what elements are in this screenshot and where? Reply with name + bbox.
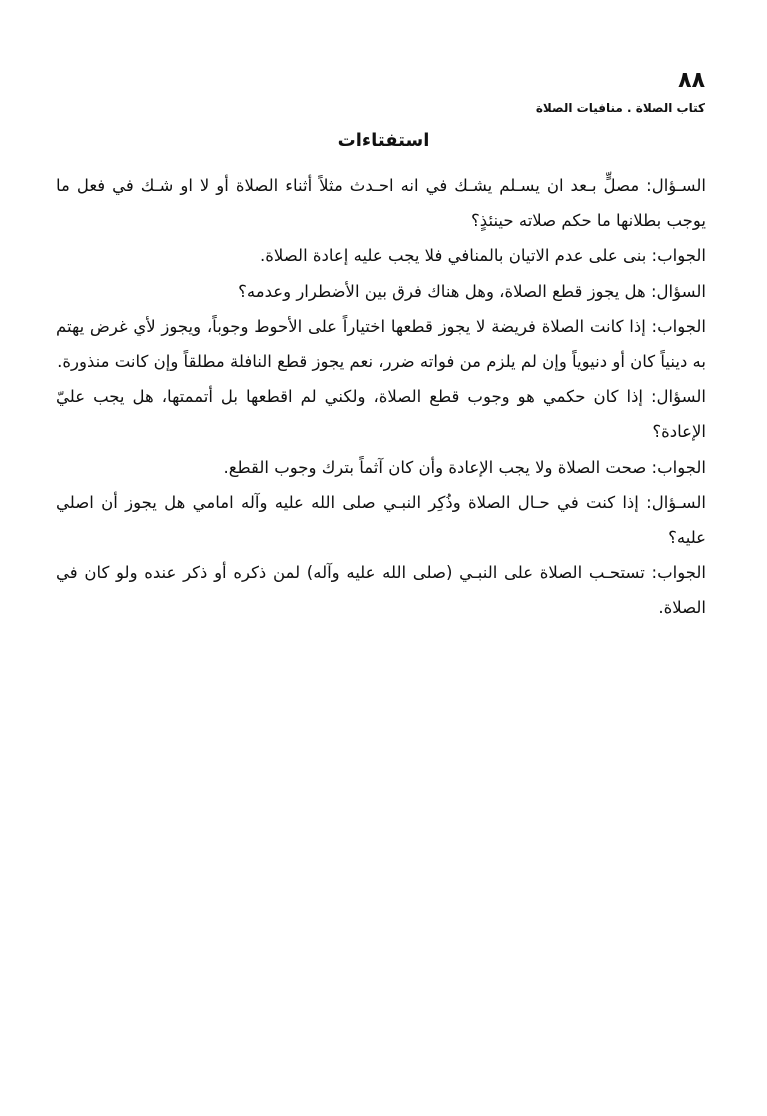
- page-number: ٨٨: [678, 68, 705, 93]
- question-3: السؤال: إذا كان حكمي هو وجوب قطع الصلاة، ولكني لم اقطعها بل أتممتها، هل يجب عليّ الإعادة؟: [56, 387, 706, 442]
- qa-content: [56, 168, 706, 626]
- question-2: السؤال: هل يجوز قطع الصلاة، وهل هناك فرق بين الأضطرار وعدمه؟: [238, 281, 706, 301]
- answer-3: الجواب: صحت الصلاة ولا يجب الإعادة وأن كان آثماً بترك وجوب القطع.: [223, 457, 706, 477]
- running-header: كتاب الصلاة . منافيات الصلاة: [535, 101, 705, 115]
- answer-2: الجواب: إذا كانت الصلاة فريضة لا يجوز قطعها اختياراً على الأحوط وجوباً، ويجوز لأي غرض يهتم به دينياً كان أو دنيوياً وإن لم يلزم من فواته ضرر، نعم يجوز قطع النافلة مطلقاً وإن كانت منذورة.: [56, 316, 706, 372]
- answer-1: الجواب: بنى على عدم الاتيان بالمنافي فلا يجب عليه إعادة الصلاة.: [260, 246, 706, 266]
- answer-4: الجواب: تستحـب الصلاة على النبـي (صلى الله عليه وآله) لمن ذكره أو ذكر عنده ولو كان في الصلاة.: [56, 563, 706, 618]
- question-4: السـؤال: إذا كنت في حـال الصلاة وذُكِر النبـي صلى الله عليه وآله امامي هل يجوز أن اصلي عليه؟: [56, 492, 706, 548]
- question-1: السـؤال: مصلٍّ بـعد ان يسـلم يشـك في انه احـدث مثلاً أثناء الصلاة أو لا او شـك في فعل ما يوجب بطلانها ما حكم صلاته حينئذٍ؟: [56, 176, 706, 231]
- section-title: استفتاءات: [337, 130, 430, 151]
